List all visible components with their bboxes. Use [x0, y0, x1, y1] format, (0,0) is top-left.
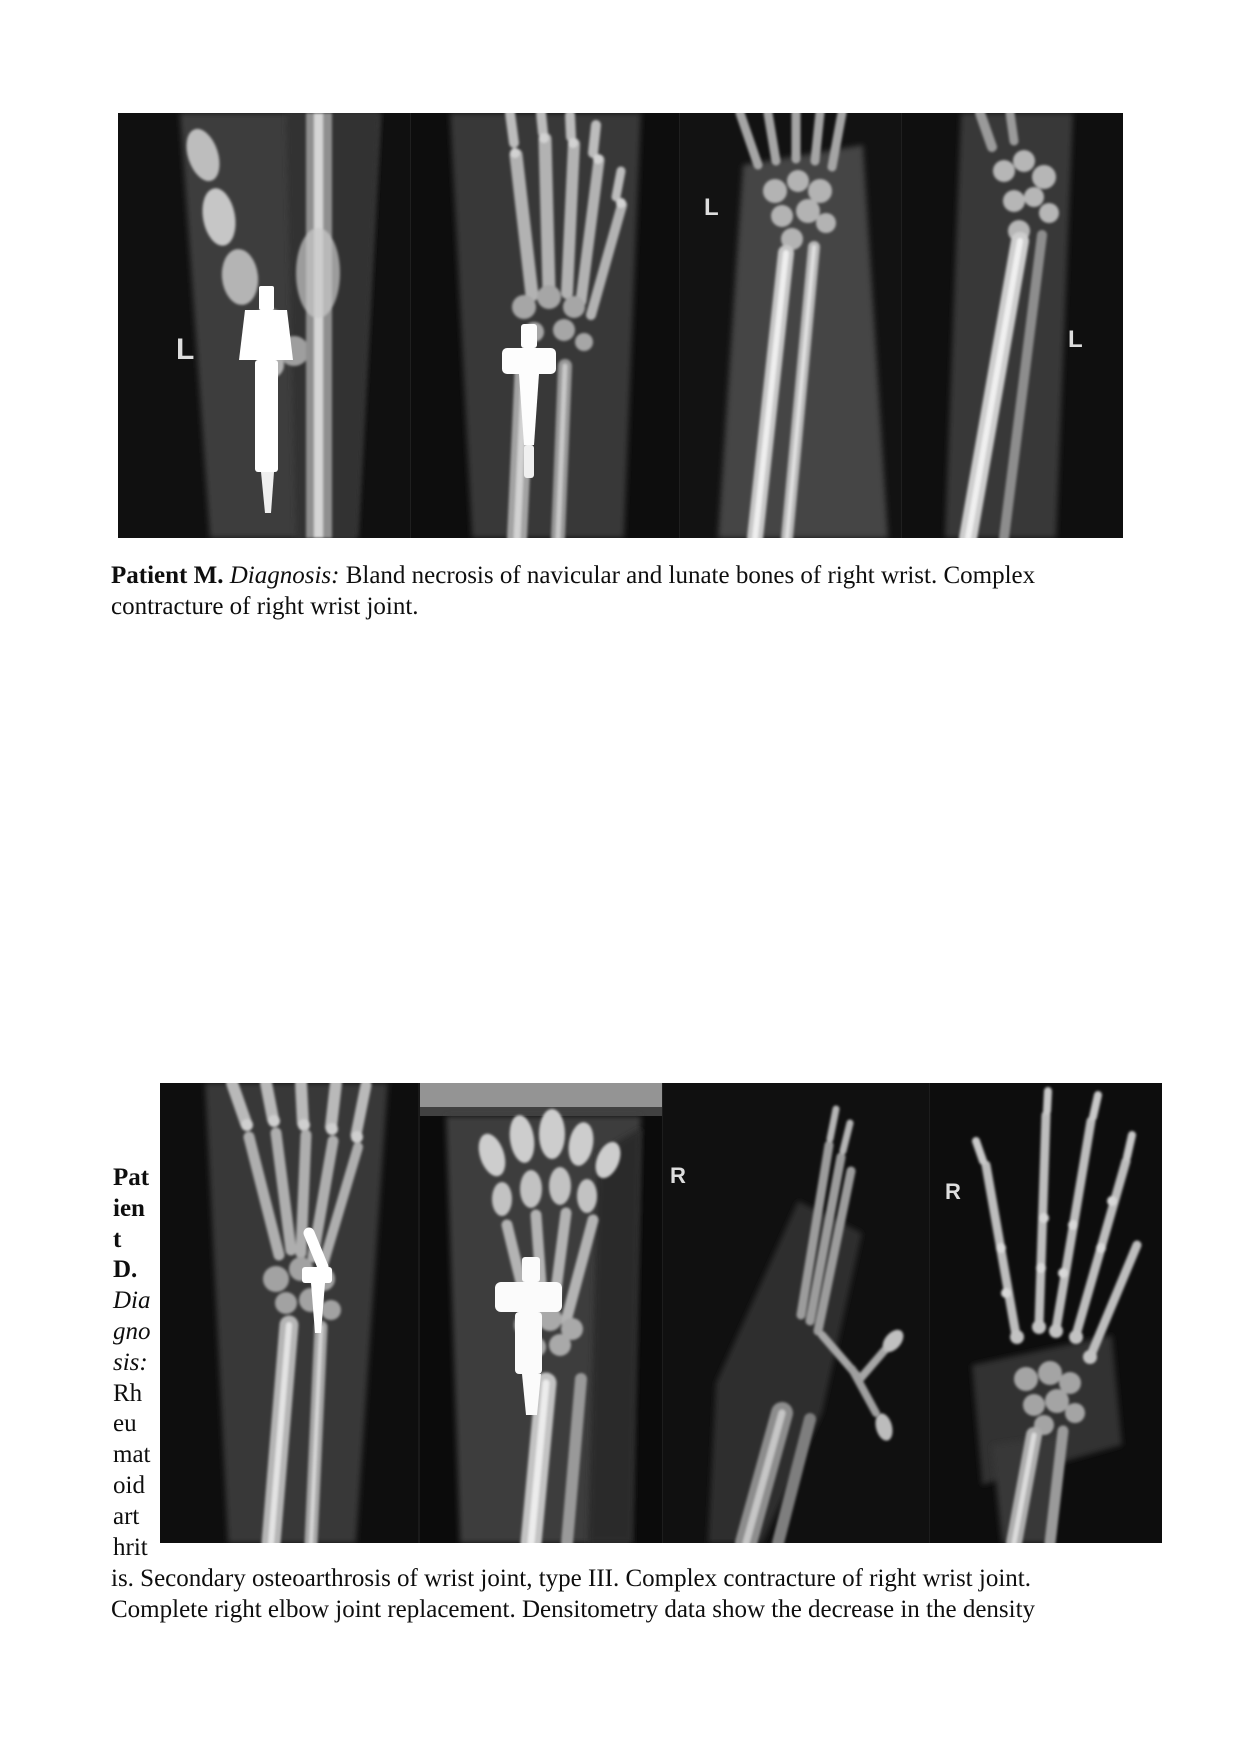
xray-panel-d2-oblique-hand-implant — [420, 1083, 663, 1543]
side-marker-R-2: R — [945, 1179, 961, 1204]
wrapped-line: art — [113, 1502, 140, 1530]
wrapped-line: oid — [113, 1471, 145, 1499]
xray-panel-d3-lateral-hand — [663, 1083, 930, 1543]
caption-m-text: Bland necrosis of navicular and lunate bones of right wrist. Complex — [345, 562, 1036, 589]
caption-patient-d-full-lines — [111, 1564, 1135, 1626]
wrapped-line: Dia — [113, 1287, 151, 1315]
wrapped-line: Pat — [113, 1164, 150, 1191]
side-marker-R-1: R — [670, 1163, 686, 1188]
caption-m-line-1 — [111, 561, 1131, 592]
xray-figure-patient-d — [160, 1083, 1162, 1543]
wrapped-line: hrit — [113, 1533, 148, 1561]
wrapped-line: D. — [113, 1256, 138, 1284]
caption-patient-m — [111, 561, 1131, 623]
diagnosis-label-m: Diagnosis: — [229, 562, 340, 589]
wrapped-line: sis: — [113, 1348, 148, 1376]
wrapped-line: ien — [113, 1194, 145, 1222]
caption-d-line-1: is. Secondary osteoarthrosis of wrist joint, type III. Complex contracture of right wrist joint. — [111, 1565, 1031, 1592]
caption-patient-d-wrapped-column — [113, 1163, 151, 1563]
wrapped-line: t — [113, 1225, 122, 1253]
xray-panel-m4-lateral-forearm — [902, 113, 1123, 538]
xray-panel-m2-pa-hand-implant — [411, 113, 680, 538]
xray-panel-m3-pa-forearm — [680, 113, 902, 538]
wrapped-line: Rh — [113, 1379, 143, 1407]
patient-m-label: Patient M. — [111, 562, 224, 589]
xray-panel-m1-lateral-wrist-implant — [118, 113, 411, 538]
wrapped-line: eu — [113, 1410, 137, 1438]
xray-panel-d4-pa-hand — [930, 1083, 1162, 1543]
caption-d-line-2: Complete right elbow joint replacement. Densitometry data show the decrease in the density — [111, 1595, 1036, 1623]
xray-figure-patient-m — [118, 113, 1123, 538]
side-marker-L-1: L — [176, 333, 195, 366]
caption-m-line-2: contracture of right wrist joint. — [111, 592, 419, 620]
side-marker-L-2: L — [704, 194, 719, 221]
xray-panel-d1-pa-wrist-implant — [160, 1083, 420, 1543]
side-marker-L-3: L — [1068, 326, 1083, 353]
wrapped-line: gno — [113, 1317, 151, 1345]
wrapped-line: mat — [113, 1441, 151, 1469]
